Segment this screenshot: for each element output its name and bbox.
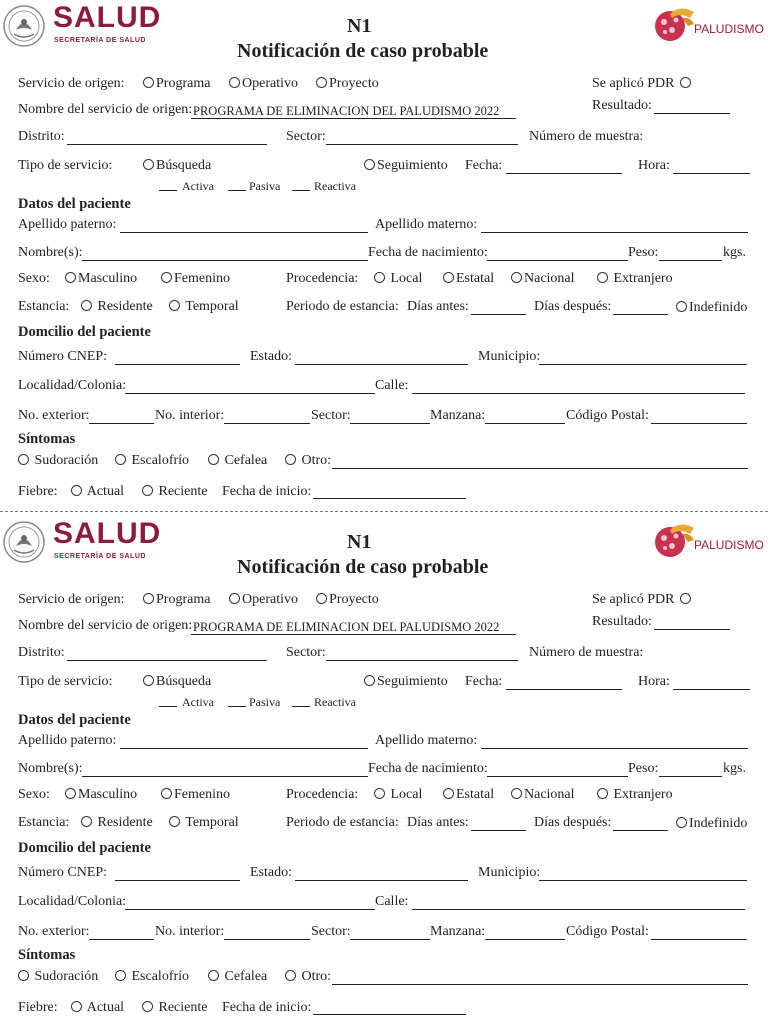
distrito-field[interactable] <box>67 660 267 661</box>
radio-icon <box>65 272 76 283</box>
radio-estatal-label: Estatal <box>456 787 495 802</box>
radio-icon <box>511 272 522 283</box>
nombres-field[interactable] <box>82 260 368 261</box>
apellido-paterno-label: Apellido paterno: <box>18 217 117 232</box>
municipio-field[interactable] <box>539 364 747 365</box>
radio-icon <box>443 788 454 799</box>
numero-muestra-label: Número de muestra: <box>529 129 644 144</box>
paludismo-logo-icon <box>652 4 698 49</box>
numero-muestra-label: Número de muestra: <box>529 645 644 660</box>
estado-label: Estado: <box>250 349 292 364</box>
radio-reciente-label: Reciente <box>158 1000 208 1015</box>
radio-operativo[interactable] <box>229 592 298 608</box>
radio-otro[interactable] <box>285 453 331 469</box>
radio-icon <box>71 1001 82 1012</box>
radio-estatal[interactable] <box>443 787 494 803</box>
radio-extranjero[interactable] <box>597 271 673 287</box>
servicio-origen-label: Servicio de origen: <box>18 76 125 91</box>
radio-local-label: Local <box>390 271 423 286</box>
radio-operativo[interactable] <box>229 76 298 92</box>
form-code: N1 <box>347 15 372 37</box>
radio-temporal-label: Temporal <box>185 299 239 314</box>
salud-logo-text: SALUD <box>53 517 162 550</box>
apellido-materno-label: Apellido materno: <box>375 733 478 748</box>
radio-residente-label: Residente <box>97 299 153 314</box>
resultado-label: Resultado: <box>592 98 652 113</box>
radio-reciente-label: Reciente <box>158 484 208 499</box>
reactiva-label: Reactiva <box>314 695 356 709</box>
procedencia-label: Procedencia: <box>286 271 359 286</box>
localidad-field[interactable] <box>125 393 375 394</box>
radio-nacional[interactable] <box>511 787 575 803</box>
dias-antes-field[interactable] <box>471 830 526 831</box>
no-exterior-field[interactable] <box>89 939 154 940</box>
sector-label: Sector: <box>286 129 326 144</box>
radio-indefinido[interactable] <box>676 816 747 832</box>
radio-sudoracion-label: Sudoración <box>34 969 99 984</box>
codigo-postal-field[interactable] <box>651 423 747 424</box>
dias-despues-label: Días después: <box>534 815 612 830</box>
sexo-label: Sexo: <box>18 271 50 286</box>
no-interior-label: No. interior: <box>155 924 225 939</box>
mexico-seal-icon <box>2 4 46 53</box>
radio-icon <box>374 272 385 283</box>
fiebre-label: Fiebre: <box>18 484 58 499</box>
radio-actual[interactable] <box>71 484 124 500</box>
mexico-seal-icon <box>2 520 46 569</box>
estancia-label: Estancia: <box>18 299 70 314</box>
radio-busqueda-label: Búsqueda <box>156 674 212 689</box>
tipo-servicio-label: Tipo de servicio: <box>18 158 113 173</box>
form-title: Notificación de caso probable <box>237 40 489 62</box>
radio-programa-label: Programa <box>156 76 211 91</box>
dias-despues-field[interactable] <box>613 830 668 831</box>
fecha-nacimiento-field[interactable] <box>487 260 628 261</box>
radio-actual-label: Actual <box>86 484 125 499</box>
peso-label: Peso: <box>628 245 659 260</box>
radio-temporal[interactable] <box>169 815 239 831</box>
radio-icon <box>680 77 691 88</box>
radio-local[interactable] <box>374 271 422 287</box>
radio-seguimiento[interactable] <box>364 158 448 174</box>
radio-sudoracion-label: Sudoración <box>34 453 99 468</box>
dias-antes-label: Días antes: <box>407 815 469 830</box>
no-exterior-field[interactable] <box>89 423 154 424</box>
radio-proyecto-label: Proyecto <box>329 592 379 607</box>
radio-icon <box>316 593 327 604</box>
fecha-label: Fecha: <box>465 674 503 689</box>
codigo-postal-field[interactable] <box>651 939 747 940</box>
radio-seguimiento-label: Seguimiento <box>377 158 448 173</box>
nombre-servicio-label: Nombre del servicio de origen: <box>18 618 193 633</box>
fecha-nacimiento-field[interactable] <box>487 776 628 777</box>
municipio-field[interactable] <box>539 880 747 881</box>
radio-indefinido[interactable] <box>676 300 747 316</box>
nombre-servicio-line <box>191 634 516 635</box>
apellido-paterno-label: Apellido paterno: <box>18 733 117 748</box>
radio-reciente[interactable] <box>142 1000 207 1016</box>
radio-operativo-label: Operativo <box>242 76 298 91</box>
radio-otro[interactable] <box>285 969 331 985</box>
se-aplico-pdr-label: Se aplicó PDR <box>592 592 675 607</box>
paludismo-logo-text: PALUDISMO <box>694 22 764 36</box>
radio-icon <box>143 77 154 88</box>
estado-field[interactable] <box>295 880 468 881</box>
radio-actual[interactable] <box>71 1000 124 1016</box>
otro-field[interactable] <box>332 468 748 469</box>
radio-temporal[interactable] <box>169 299 239 315</box>
dias-antes-label: Días antes: <box>407 299 469 314</box>
radio-icon <box>81 300 92 311</box>
resultado-label: Resultado: <box>592 614 652 629</box>
peso-field[interactable] <box>659 776 722 777</box>
radio-icon <box>115 454 126 465</box>
radio-icon <box>229 77 240 88</box>
radio-escalofrio-label: Escalofrío <box>131 969 190 984</box>
activa-label: Activa <box>182 179 214 193</box>
radio-icon <box>142 485 153 496</box>
radio-otro-label: Otro: <box>301 969 332 984</box>
activa-label: Activa <box>182 695 214 709</box>
radio-femenino-label: Femenino <box>174 271 230 286</box>
radio-icon <box>169 300 180 311</box>
pasiva-label: Pasiva <box>249 695 281 709</box>
radio-icon <box>208 970 219 981</box>
activa-field[interactable] <box>159 706 177 707</box>
hora-field[interactable] <box>673 689 750 690</box>
manzana-label: Manzana: <box>430 408 486 423</box>
radio-icon <box>18 970 29 981</box>
peso-field[interactable] <box>659 260 722 261</box>
calle-label: Calle: <box>375 894 409 909</box>
radio-icon <box>143 159 154 170</box>
radio-icon <box>597 788 608 799</box>
radio-nacional[interactable] <box>511 271 575 287</box>
radio-masculino[interactable] <box>65 271 137 287</box>
pasiva-field[interactable] <box>228 706 246 707</box>
apellido-materno-field[interactable] <box>481 748 748 749</box>
radio-indefinido-label: Indefinido <box>689 300 748 315</box>
fecha-field[interactable] <box>506 173 622 174</box>
periodo-estancia-label: Periodo de estancia: <box>286 815 399 830</box>
radio-nacional-label: Nacional <box>524 271 575 286</box>
radio-icon <box>597 272 608 283</box>
notification-form-bottom <box>0 516 768 1024</box>
sector2-field[interactable] <box>350 939 430 940</box>
radio-extranjero-label: Extranjero <box>613 787 673 802</box>
radio-residente[interactable] <box>81 815 153 831</box>
numero-cnep-field[interactable] <box>115 880 240 881</box>
nombres-label: Nombre(s): <box>18 245 83 260</box>
radio-busqueda[interactable] <box>143 158 211 174</box>
datos-paciente-heading: Datos del paciente <box>18 196 131 212</box>
radio-masculino-label: Masculino <box>78 787 138 802</box>
sexo-label: Sexo: <box>18 787 50 802</box>
peso-label: Peso: <box>628 761 659 776</box>
localidad-field[interactable] <box>125 909 375 910</box>
se-aplico-pdr-label: Se aplicó PDR <box>592 76 675 91</box>
datos-paciente-heading: Datos del paciente <box>18 712 131 728</box>
reactiva-field[interactable] <box>292 706 310 707</box>
dias-antes-field[interactable] <box>471 314 526 315</box>
radio-estatal-label: Estatal <box>456 271 495 286</box>
radio-icon <box>143 593 154 604</box>
secretaria-logo-text: SECRETARÍA DE SALUD <box>54 37 146 44</box>
dias-despues-field[interactable] <box>613 314 668 315</box>
domicilio-heading: Domcilio del paciente <box>18 840 151 856</box>
radio-icon <box>285 454 296 465</box>
procedencia-label: Procedencia: <box>286 787 359 802</box>
radio-icon <box>142 1001 153 1012</box>
nombre-servicio-value[interactable]: PROGRAMA DE ELIMINACION DEL PALUDISMO 2022 <box>193 620 500 634</box>
radio-escalofrio-label: Escalofrío <box>131 453 190 468</box>
codigo-postal-label: Código Postal: <box>566 408 649 423</box>
kgs-label: kgs. <box>723 245 746 260</box>
manzana-label: Manzana: <box>430 924 486 939</box>
periodo-estancia-label: Periodo de estancia: <box>286 299 399 314</box>
numero-cnep-label: Número CNEP: <box>18 349 108 364</box>
apellido-paterno-field[interactable] <box>120 748 368 749</box>
reactiva-field[interactable] <box>292 190 310 191</box>
fecha-field[interactable] <box>506 689 622 690</box>
paludismo-logo-text: PALUDISMO <box>694 538 764 552</box>
dias-despues-label: Días después: <box>534 299 612 314</box>
distrito-label: Distrito: <box>18 129 65 144</box>
calle-label: Calle: <box>375 378 409 393</box>
no-interior-label: No. interior: <box>155 408 225 423</box>
sector-field[interactable] <box>326 144 518 145</box>
calle-field[interactable] <box>412 909 745 910</box>
radio-icon <box>680 593 691 604</box>
radio-programa-label: Programa <box>156 592 211 607</box>
resultado-field[interactable] <box>654 629 730 630</box>
salud-logo-text: SALUD <box>53 1 162 34</box>
activa-field[interactable] <box>159 190 177 191</box>
radio-extranjero[interactable] <box>597 787 673 803</box>
kgs-label: kgs. <box>723 761 746 776</box>
radio-operativo-label: Operativo <box>242 592 298 607</box>
form-title: Notificación de caso probable <box>237 556 489 578</box>
radio-busqueda[interactable] <box>143 674 211 690</box>
radio-icon <box>676 301 687 312</box>
numero-cnep-label: Número CNEP: <box>18 865 108 880</box>
radio-femenino[interactable] <box>161 787 230 803</box>
radio-programa[interactable] <box>143 76 210 92</box>
radio-estatal[interactable] <box>443 271 494 287</box>
fecha-nacimiento-label: Fecha de nacimiento: <box>368 761 488 776</box>
nombres-label: Nombre(s): <box>18 761 83 776</box>
radio-icon <box>143 675 154 686</box>
radio-escalofrio[interactable] <box>115 453 189 469</box>
radio-actual-label: Actual <box>86 1000 125 1015</box>
apellido-paterno-field[interactable] <box>120 232 368 233</box>
radio-busqueda-label: Búsqueda <box>156 158 212 173</box>
tipo-servicio-label: Tipo de servicio: <box>18 674 113 689</box>
sector2-label: Sector: <box>311 924 351 939</box>
radio-icon <box>65 788 76 799</box>
radio-otro-label: Otro: <box>301 453 332 468</box>
radio-seguimiento[interactable] <box>364 674 448 690</box>
radio-icon <box>364 675 375 686</box>
radio-masculino-label: Masculino <box>78 271 138 286</box>
radio-icon <box>169 816 180 827</box>
radio-icon <box>115 970 126 981</box>
radio-sudoracion[interactable] <box>18 453 98 469</box>
localidad-label: Localidad/Colonia: <box>18 894 127 909</box>
radio-masculino[interactable] <box>65 787 137 803</box>
radio-cefalea[interactable] <box>208 969 267 985</box>
radio-cefalea-label: Cefalea <box>224 453 268 468</box>
paludismo-logo-icon <box>652 520 698 565</box>
servicio-origen-label: Servicio de origen: <box>18 592 125 607</box>
radio-extranjero-label: Extranjero <box>613 271 673 286</box>
fecha-inicio-label: Fecha de inicio: <box>222 1000 312 1015</box>
radio-escalofrio[interactable] <box>115 969 189 985</box>
form-code: N1 <box>347 531 372 553</box>
radio-icon <box>285 970 296 981</box>
fecha-label: Fecha: <box>465 158 503 173</box>
sector-label: Sector: <box>286 645 326 660</box>
radio-icon <box>18 454 29 465</box>
nombre-servicio-value[interactable]: PROGRAMA DE ELIMINACION DEL PALUDISMO 2022 <box>193 104 500 118</box>
radio-icon <box>81 816 92 827</box>
radio-icon <box>364 159 375 170</box>
radio-programa[interactable] <box>143 592 210 608</box>
hora-label: Hora: <box>638 674 670 689</box>
reactiva-label: Reactiva <box>314 179 356 193</box>
fecha-nacimiento-label: Fecha de nacimiento: <box>368 245 488 260</box>
fecha-inicio-field[interactable] <box>313 498 466 499</box>
radio-icon <box>443 272 454 283</box>
hora-label: Hora: <box>638 158 670 173</box>
no-exterior-label: No. exterior: <box>18 408 90 423</box>
radio-nacional-label: Nacional <box>524 787 575 802</box>
radio-femenino-label: Femenino <box>174 787 230 802</box>
pasiva-field[interactable] <box>228 190 246 191</box>
localidad-label: Localidad/Colonia: <box>18 378 127 393</box>
radio-icon <box>229 593 240 604</box>
radio-icon <box>676 817 687 828</box>
pasiva-label: Pasiva <box>249 179 281 193</box>
apellido-materno-field[interactable] <box>481 232 748 233</box>
radio-icon <box>71 485 82 496</box>
radio-local[interactable] <box>374 787 422 803</box>
distrito-label: Distrito: <box>18 645 65 660</box>
radio-seguimiento-label: Seguimiento <box>377 674 448 689</box>
nombres-field[interactable] <box>82 776 368 777</box>
sector2-field[interactable] <box>350 423 430 424</box>
municipio-label: Municipio: <box>478 865 541 880</box>
manzana-field[interactable] <box>485 423 565 424</box>
fecha-inicio-field[interactable] <box>313 1014 466 1015</box>
estancia-label: Estancia: <box>18 815 70 830</box>
hora-field[interactable] <box>673 173 750 174</box>
radio-pdr[interactable] <box>680 76 693 92</box>
radio-pdr[interactable] <box>680 592 693 608</box>
radio-cefalea[interactable] <box>208 453 267 469</box>
otro-field[interactable] <box>332 984 748 985</box>
municipio-label: Municipio: <box>478 349 541 364</box>
radio-icon <box>511 788 522 799</box>
estado-field[interactable] <box>295 364 468 365</box>
radio-sudoracion[interactable] <box>18 969 98 985</box>
no-interior-field[interactable] <box>224 423 310 424</box>
calle-field[interactable] <box>412 393 745 394</box>
numero-cnep-field[interactable] <box>115 364 240 365</box>
domicilio-heading: Domcilio del paciente <box>18 324 151 340</box>
radio-indefinido-label: Indefinido <box>689 816 748 831</box>
radio-proyecto[interactable] <box>316 592 379 608</box>
radio-icon <box>161 788 172 799</box>
sintomas-heading: Síntomas <box>18 947 76 963</box>
radio-proyecto-label: Proyecto <box>329 76 379 91</box>
no-exterior-label: No. exterior: <box>18 924 90 939</box>
radio-icon <box>374 788 385 799</box>
sector2-label: Sector: <box>311 408 351 423</box>
radio-proyecto[interactable] <box>316 76 379 92</box>
fiebre-label: Fiebre: <box>18 1000 58 1015</box>
apellido-materno-label: Apellido materno: <box>375 217 478 232</box>
codigo-postal-label: Código Postal: <box>566 924 649 939</box>
sintomas-heading: Síntomas <box>18 431 76 447</box>
radio-residente-label: Residente <box>97 815 153 830</box>
radio-residente[interactable] <box>81 299 153 315</box>
resultado-field[interactable] <box>654 113 730 114</box>
distrito-field[interactable] <box>67 144 267 145</box>
manzana-field[interactable] <box>485 939 565 940</box>
radio-femenino[interactable] <box>161 271 230 287</box>
no-interior-field[interactable] <box>224 939 310 940</box>
nombre-servicio-label: Nombre del servicio de origen: <box>18 102 193 117</box>
radio-icon <box>161 272 172 283</box>
estado-label: Estado: <box>250 865 292 880</box>
radio-cefalea-label: Cefalea <box>224 969 268 984</box>
radio-icon <box>316 77 327 88</box>
radio-reciente[interactable] <box>142 484 207 500</box>
fecha-inicio-label: Fecha de inicio: <box>222 484 312 499</box>
radio-temporal-label: Temporal <box>185 815 239 830</box>
sector-field[interactable] <box>326 660 518 661</box>
radio-icon <box>208 454 219 465</box>
radio-local-label: Local <box>390 787 423 802</box>
secretaria-logo-text: SECRETARÍA DE SALUD <box>54 553 146 560</box>
nombre-servicio-line <box>191 118 516 119</box>
